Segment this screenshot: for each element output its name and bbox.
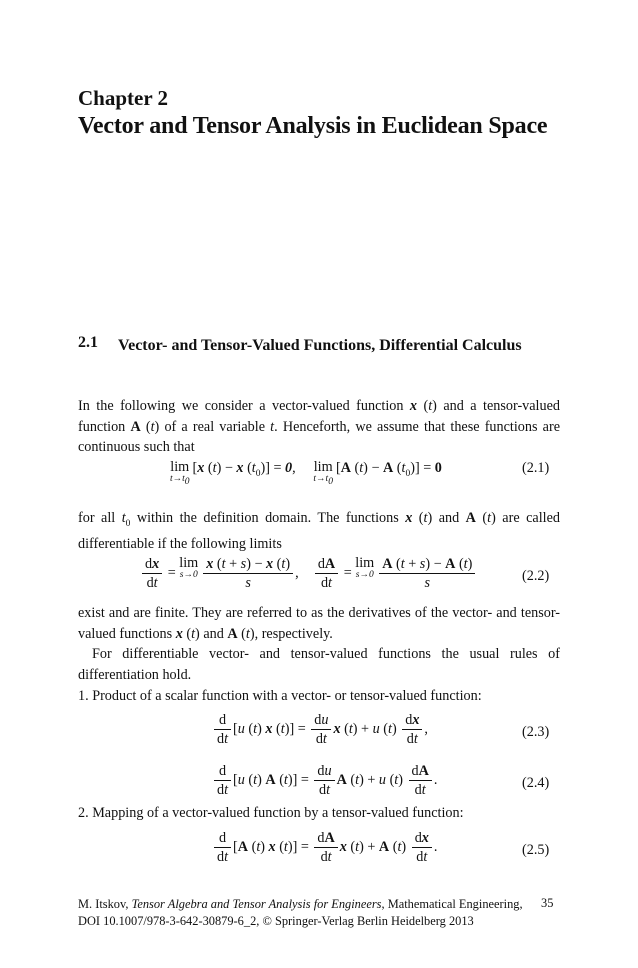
- paragraph-intro: In the following we consider a vector-valued function x (t) and a tensor-valued function A (t) of a real variable t. Henceforth, we assume that these functions are continuous such that: [78, 398, 560, 455]
- list-item: 2. Mapping of a vector-valued function by a tensor-valued function:: [78, 805, 464, 821]
- equation-2-1: lim $t\to t_0$ [x (t) − x $(t_0)] = 0$, lim $t\to t_0$ [A (t) − A $(t_0)] = 0$: [170, 459, 442, 487]
- chapter-label: Chapter 2: [78, 86, 169, 110]
- equation-2-4: $\frac{d}{dt}$ [u (t) A (t)] = $\frac{du}{dt}$ A (t) + u (t) $\frac{dA}{dt}$ .: [212, 763, 437, 798]
- section-number: 2.1: [78, 334, 98, 351]
- paragraph-differentiable: for all $t_0$ within the definition domain. The functions x (t) and A (t) are called differentiable if the following limits: [78, 510, 560, 553]
- page-number: 35: [541, 896, 554, 910]
- equation-number-2-5: (2.5): [522, 842, 550, 858]
- equation-2-2: $\frac{dx}{dt}$ = lim s→0 $\frac{x (t + s) - x (t)}{s}$ , $\frac{dA}{dt}$ = lim s→0 $\frac{A (t + s) - A (t)}{s}$: [140, 556, 477, 591]
- equation-number-2-1: (2.1): [522, 460, 550, 476]
- equation-number-2-2: (2.2): [522, 568, 550, 584]
- paragraph-derivatives: exist and are finite. They are referred to as the derivatives of the vector- and tensor-valued functions x (t) and A (t), respectively.: [78, 605, 560, 642]
- equation-number-2-4: (2.4): [522, 775, 550, 791]
- equation-2-3: $\frac{d}{dt}$ [u (t) x (t)] = $\frac{du}{dt}$ x (t) + u (t) $\frac{dx}{dt}$ ,: [212, 712, 428, 747]
- list-item: 1. Product of a scalar function with a vector- or tensor-valued function:: [78, 688, 482, 704]
- section-title: Vector- and Tensor-Valued Functions, Differential Calculus: [118, 337, 522, 354]
- footer-citation: M. Itskov, Tensor Algebra and Tensor Analysis for Engineers, Mathematical Engineering, DOI 10.1007/978-3-642-30879-6_2, © Springer-Verlag Berlin Heidelberg 2013: [78, 897, 523, 928]
- paragraph-rules: For differentiable vector- and tensor-valued functions the usual rules of differentiation hold.: [78, 646, 560, 683]
- equation-number-2-3: (2.3): [522, 724, 550, 740]
- equation-2-5: $\frac{d}{dt}$ [A (t) x (t)] = $\frac{dA}{dt}$ x (t) + A (t) $\frac{dx}{dt}$ .: [212, 830, 437, 865]
- chapter-title: Vector and Tensor Analysis in Euclidean Space: [78, 113, 548, 139]
